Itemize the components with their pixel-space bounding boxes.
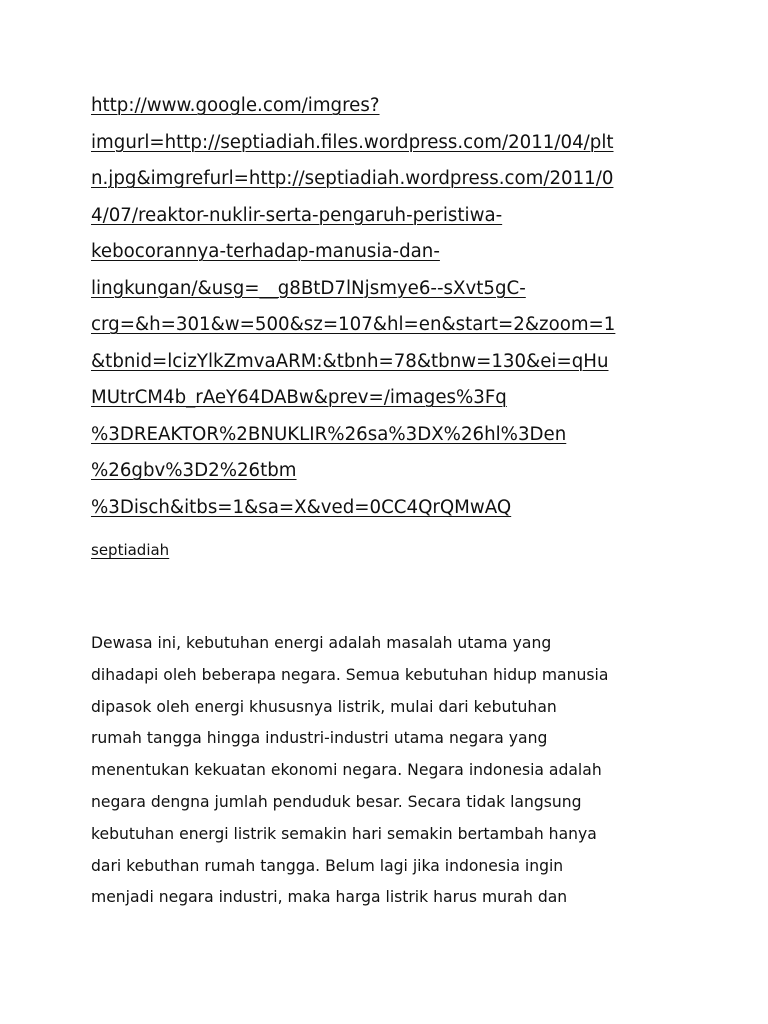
source-link-line-8[interactable]: &tbnid=lcizYlkZmvaARM:&tbnh=78&tbnw=130&ei=qHu: [91, 350, 609, 372]
source-link-line-4[interactable]: 4/07/reaktor-nuklir-serta-pengaruh-peristiwa-: [91, 204, 503, 226]
body-line-8: dari kebuthan rumah tangga. Belum lagi jika indonesia ingin: [91, 856, 564, 875]
source-link-line-6[interactable]: lingkungan/&usg=__g8BtD7lNjsmye6--sXvt5gC-: [91, 277, 526, 299]
source-link-line-12[interactable]: %3Disch&itbs=1&sa=X&ved=0CC4QrQMwAQ: [91, 496, 512, 518]
author-link[interactable]: septiadiah: [91, 541, 170, 559]
body-line-9: menjadi negara industri, maka harga listrik harus murah dan: [91, 888, 568, 907]
source-link-line-1[interactable]: http://www.google.com/imgres?: [91, 95, 380, 116]
body-line-7: kebutuhan energi listrik semakin hari semakin bertambah hanya: [91, 824, 597, 843]
body-paragraph: [91, 628, 711, 914]
body-line-3: dipasok oleh energi khususnya listrik, mulai dari kebutuhan: [91, 697, 557, 716]
source-link-line-10[interactable]: %3DREAKTOR%2BNUKLIR%26sa%3DX%26hl%3Den: [91, 423, 567, 445]
body-line-2: dihadapi oleh beberapa negara. Semua kebutuhan hidup manusia: [91, 665, 609, 684]
body-line-5: menentukan kekuatan ekonomi negara. Negara indonesia adalah: [91, 761, 602, 780]
body-line-6: negara dengna jumlah penduduk besar. Secara tidak langsung: [91, 792, 582, 811]
source-link-line-2[interactable]: imgurl=http://septiadiah.files.wordpress.com/2011/04/plt: [91, 131, 614, 153]
source-link-line-3[interactable]: n.jpg&imgrefurl=http://septiadiah.wordpress.com/2011/0: [91, 168, 614, 189]
source-link[interactable]: [91, 88, 691, 526]
source-link-line-11[interactable]: %26gbv%3D2%26tbm: [91, 460, 297, 481]
source-link-line-7[interactable]: crg=&h=301&w=500&sz=107&hl=en&start=2&zoom=1: [91, 314, 616, 335]
body-line-4: rumah tangga hingga industri-industri utama negara yang: [91, 729, 548, 748]
body-line-1: Dewasa ini, kebutuhan energi adalah masalah utama yang: [91, 634, 552, 652]
source-link-line-5[interactable]: kebocorannya-terhadap-manusia-dan-: [91, 241, 440, 262]
source-link-line-9[interactable]: MUtrCM4b_rAeY64DABw&prev=/images%3Fq: [91, 387, 507, 408]
